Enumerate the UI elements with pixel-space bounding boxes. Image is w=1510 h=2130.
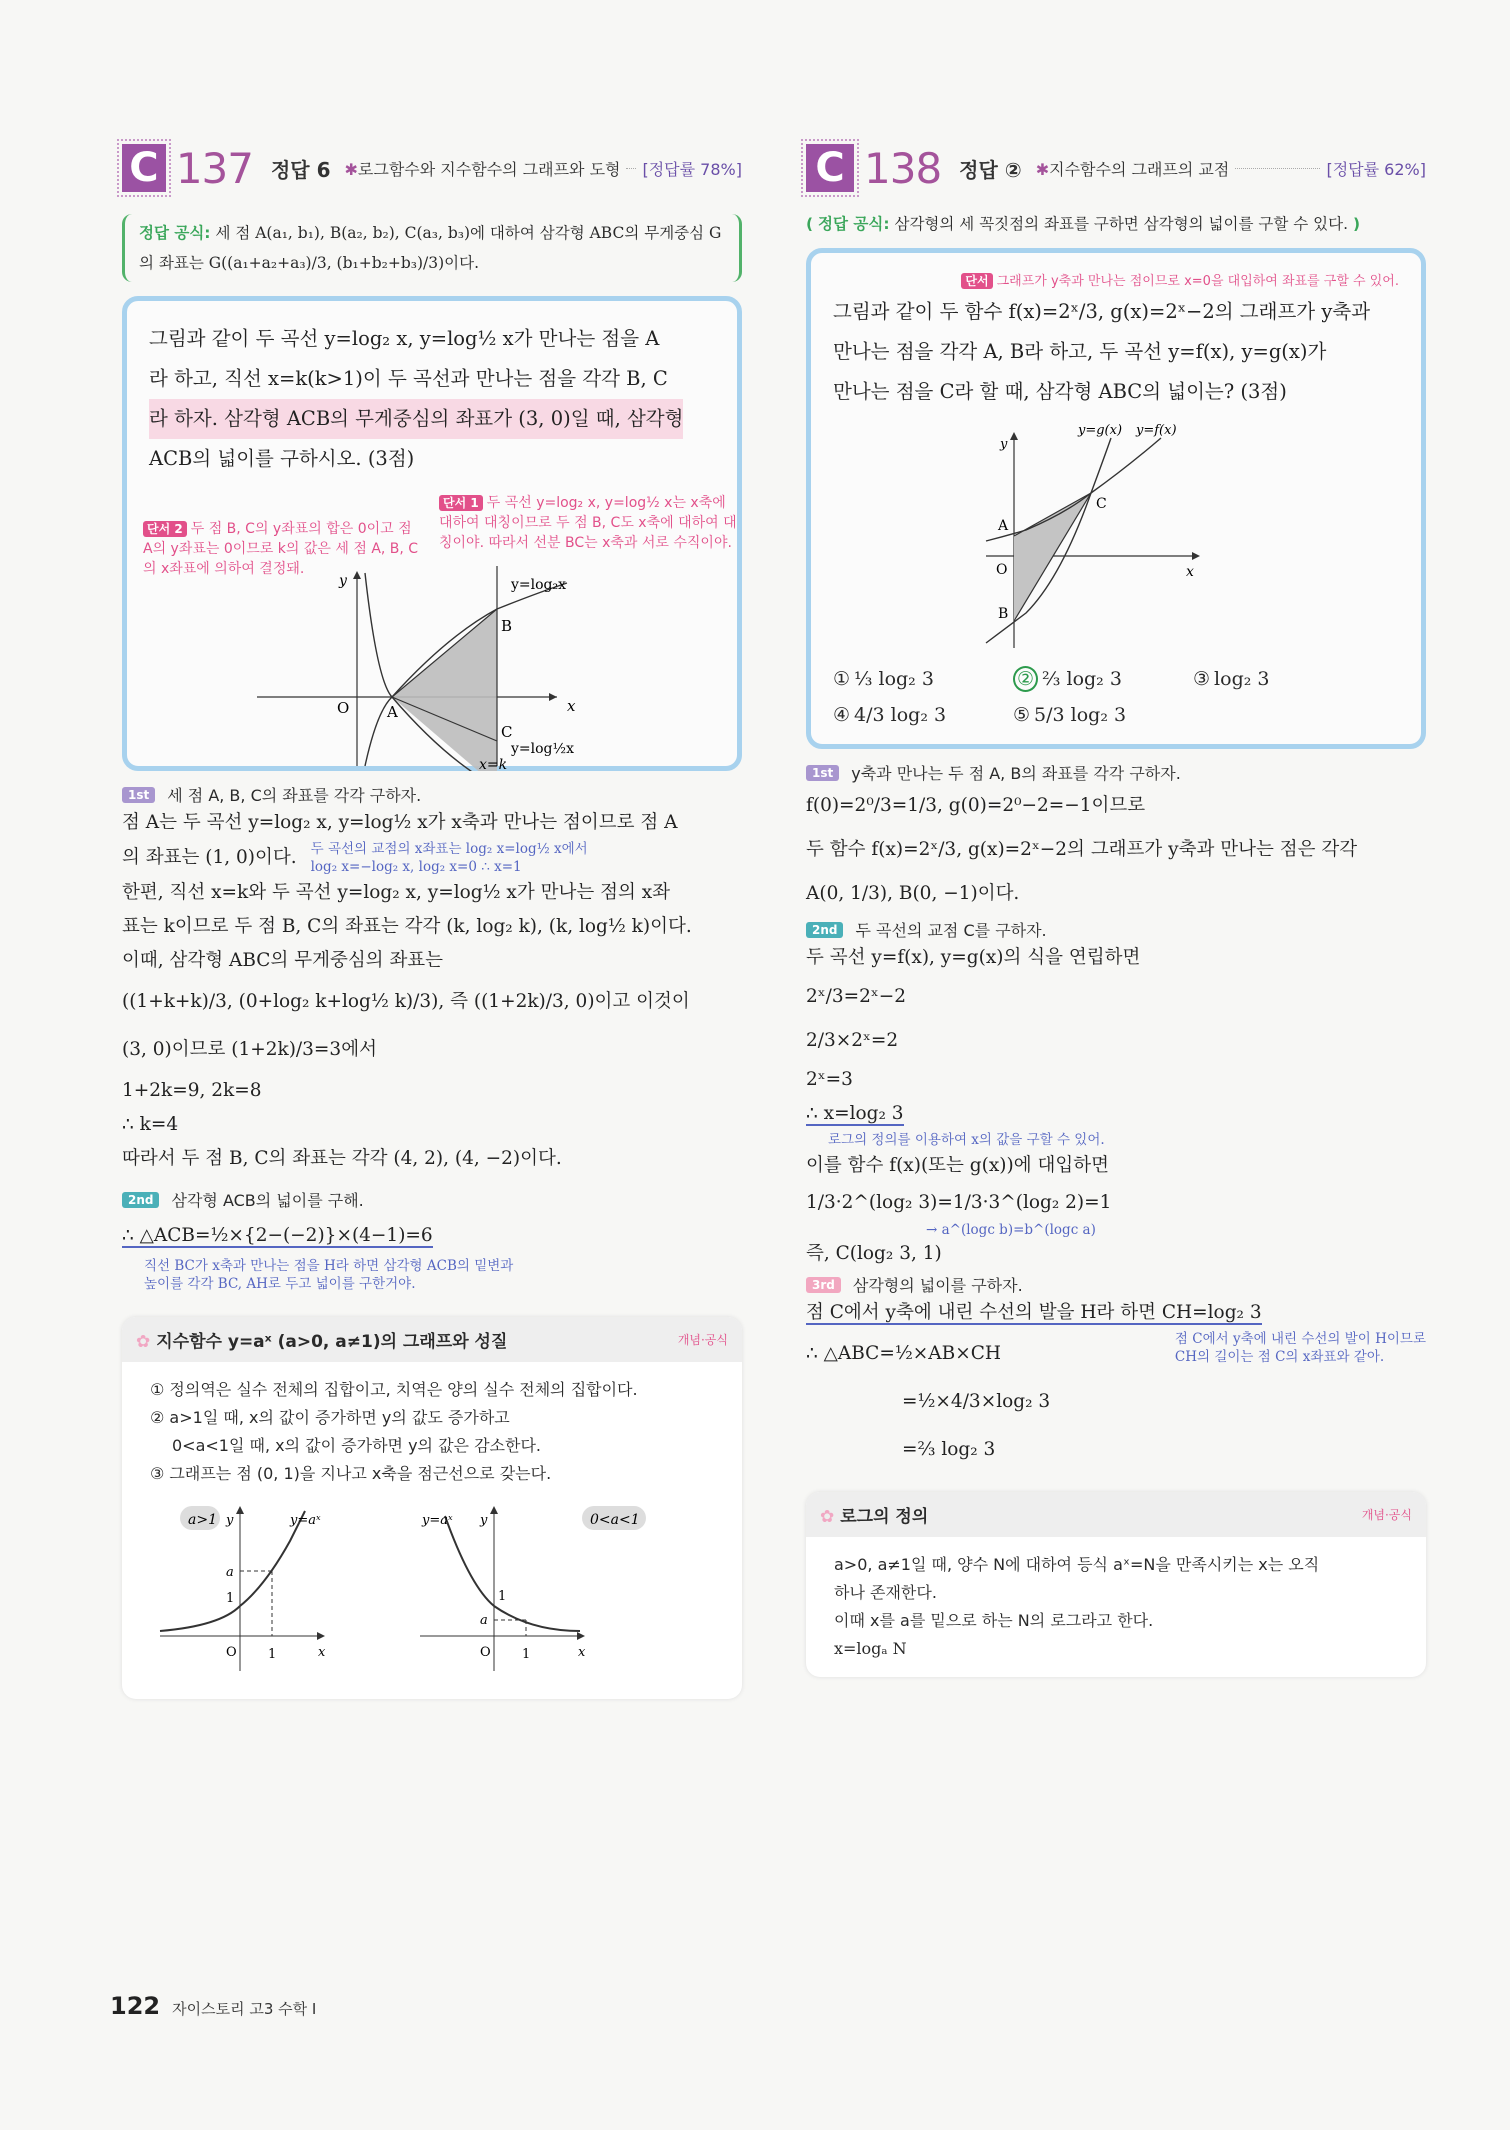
concept-tag: 개념·공식 bbox=[1361, 1508, 1412, 1522]
step-1 bbox=[122, 783, 742, 806]
note-line: 직선 BC가 x축과 만나는 점을 H라 하면 삼각형 ACB의 밑변과 bbox=[144, 1258, 514, 1274]
concept-header bbox=[122, 1317, 742, 1362]
level-badge: C bbox=[122, 144, 166, 192]
formula-label: 정답 공식: bbox=[818, 215, 890, 233]
concept-tag: 개념·공식 bbox=[677, 1333, 728, 1347]
concept-title-text: 로그의 정의 bbox=[840, 1507, 929, 1527]
answer-formula bbox=[122, 214, 742, 282]
choice-number: ④ bbox=[833, 704, 851, 726]
svg-text:A: A bbox=[387, 703, 398, 721]
book-title: 자이스토리 고3 수학 I bbox=[172, 2000, 317, 2018]
svg-text:y: y bbox=[1000, 437, 1008, 452]
exponential-graphs bbox=[150, 1496, 710, 1676]
solution-line: ((1+k+k)/3, (0+log₂ k+log½ k)/3), 즉 ((1+2k)/3, 0)이고 이것이 bbox=[122, 991, 690, 1012]
svg-text:O: O bbox=[226, 1645, 237, 1660]
solution-line: 점 A는 두 곡선 y=log₂ x, y=log½ x가 x축과 만나는 점이므로 점 A bbox=[122, 812, 678, 833]
solution-line: f(0)=2⁰/3=1/3, g(0)=2⁰−2=−1이므로 bbox=[806, 795, 1146, 816]
svg-text:1: 1 bbox=[498, 1589, 507, 1604]
choice-text: 4/3 log₂ 3 bbox=[854, 704, 947, 726]
problem-header bbox=[122, 140, 742, 196]
svg-text:O: O bbox=[480, 1645, 491, 1660]
note-log-definition: 로그의 정의를 이용하여 x의 값을 구할 수 있어. bbox=[828, 1132, 1105, 1148]
concept-box-log-definition bbox=[806, 1492, 1426, 1677]
step-tag: 2nd bbox=[122, 1192, 159, 1208]
answer-formula bbox=[806, 210, 1426, 238]
concept-body bbox=[122, 1362, 742, 1699]
choice-number: ⑤ bbox=[1013, 704, 1031, 726]
svg-text:B: B bbox=[998, 606, 1009, 622]
svg-text:y=aˣ: y=aˣ bbox=[290, 1513, 321, 1528]
question-text bbox=[833, 292, 1399, 412]
svg-text:a: a bbox=[480, 1613, 488, 1628]
concept-body bbox=[806, 1537, 1426, 1677]
note-line: 높이를 각각 BC, AH로 두고 넓이를 구한거야. bbox=[144, 1276, 416, 1292]
dotted-leader bbox=[626, 168, 636, 169]
accuracy-rate: [정답률 78%] bbox=[642, 159, 742, 179]
problem-138 bbox=[806, 140, 1426, 1677]
solution-part-3 bbox=[806, 1296, 1426, 1474]
solution-line: 표는 k이므로 두 점 B, C의 좌표는 각각 (k, log₂ k), (k, log½ k)이다. bbox=[122, 916, 692, 937]
hint-text: 두 곡선 y=log₂ x, y=log½ x는 x축에 대하여 대칭이므로 두 점 B, C도 x축에 대하여 대칭이야. 따라서 선분 BC는 x축과 서로 수직이야. bbox=[439, 495, 737, 551]
choice-1[interactable] bbox=[833, 668, 1013, 690]
step-title: 두 곡선의 교점 C를 구하자. bbox=[855, 921, 1047, 940]
concept-item: ① 정의역은 실수 전체의 집합이고, 치역은 양의 실수 전체의 집합이다. bbox=[150, 1380, 638, 1399]
concept-line: a>0, a≠1일 때, 양수 N에 대하여 등식 aˣ=N을 만족시키는 x는 오직 bbox=[834, 1555, 1320, 1574]
solution-line: (3, 0)이므로 (1+2k)/3=3에서 bbox=[122, 1039, 377, 1060]
svg-text:x: x bbox=[578, 1645, 586, 1660]
svg-text:y: y bbox=[480, 1513, 488, 1528]
problem-number: 137 bbox=[175, 143, 253, 193]
note-line: 두 곡선의 교점의 x좌표는 log₂ x=log½ x에서 bbox=[310, 841, 588, 857]
concept-title bbox=[820, 1502, 928, 1527]
solution-line: 두 곡선 y=f(x), y=g(x)의 식을 연립하면 bbox=[806, 947, 1141, 968]
topic bbox=[1036, 157, 1230, 180]
solution-line: 2ˣ=3 bbox=[806, 1069, 853, 1090]
topic bbox=[345, 157, 621, 180]
hint-1 bbox=[439, 493, 739, 553]
question-line: 그림과 같이 두 곡선 y=log₂ x, y=log½ x가 만나는 점을 A bbox=[149, 327, 660, 350]
step-2 bbox=[122, 1188, 742, 1211]
note-line: log₂ x=−log₂ x, log₂ x=0 ∴ x=1 bbox=[310, 859, 522, 875]
note-ch-length bbox=[1175, 1330, 1426, 1366]
concept-item: ② a>1일 때, x의 값이 증가하면 y의 값도 증가하고 bbox=[150, 1408, 510, 1427]
level-badge: C bbox=[806, 144, 854, 192]
svg-text:C: C bbox=[1096, 496, 1107, 512]
step-2 bbox=[806, 918, 1426, 941]
solution-line: =⅔ log₂ 3 bbox=[902, 1439, 996, 1460]
flower-icon: ✿ bbox=[820, 1507, 835, 1527]
paren-close: ) bbox=[1352, 215, 1361, 233]
question-box bbox=[806, 248, 1426, 749]
hint bbox=[833, 271, 1399, 292]
concept-item: 0<a<1일 때, x의 값이 증가하면 y의 값은 감소한다. bbox=[172, 1436, 541, 1455]
paren-open: ( bbox=[806, 215, 814, 233]
choice-4[interactable] bbox=[833, 704, 1013, 726]
step-title: 삼각형 ACB의 넓이를 구해. bbox=[171, 1191, 364, 1210]
svg-text:1: 1 bbox=[522, 1647, 531, 1662]
svg-text:x: x bbox=[1186, 564, 1194, 580]
note-text: a^(logc b)=b^(logc a) bbox=[941, 1222, 1096, 1238]
choice-5[interactable] bbox=[1013, 704, 1193, 726]
svg-text:x: x bbox=[567, 697, 576, 715]
note-base-height bbox=[144, 1257, 742, 1293]
solution-line: ∴ k=4 bbox=[122, 1114, 179, 1135]
solution-part-2 bbox=[122, 1219, 742, 1293]
step-title: y축과 만나는 두 점 A, B의 좌표를 각각 구하자. bbox=[851, 764, 1181, 783]
star-icon: ✱ bbox=[1035, 159, 1050, 179]
solution-part-1 bbox=[806, 784, 1426, 916]
choice-text: ⅔ log₂ 3 bbox=[1042, 668, 1122, 690]
solution-line: 이를 함수 f(x)(또는 g(x))에 대입하면 bbox=[806, 1155, 1109, 1176]
hint-tag: 단서 1 bbox=[439, 495, 483, 511]
svg-text:O: O bbox=[337, 699, 350, 717]
svg-text:y: y bbox=[339, 573, 347, 589]
svg-text:1: 1 bbox=[226, 1591, 235, 1606]
choice-number: ① bbox=[833, 668, 851, 690]
solution-line: 점 C에서 y축에 내린 수선의 발을 H라 하면 CH=log₂ 3 bbox=[806, 1302, 1262, 1323]
svg-text:x: x bbox=[318, 1645, 326, 1660]
concept-box-exponential bbox=[122, 1317, 742, 1699]
hint-text: 그래프가 y축과 만나는 점이므로 x=0을 대입하여 좌표를 구할 수 있어. bbox=[996, 274, 1399, 289]
concept-header bbox=[806, 1492, 1426, 1537]
svg-text:C: C bbox=[501, 723, 513, 741]
concept-line: 이때 x를 a를 밑으로 하는 N의 로그라고 한다. bbox=[834, 1611, 1154, 1630]
problem-137 bbox=[122, 140, 742, 1699]
formula-text: 세 점 A(a₁, b₁), B(a₂, b₂), C(a₃, b₃)에 대하여 삼각형 ABC의 무게중심 G의 좌표는 G((a₁+a₂+a₃)/3, (b₁+b₂+b₃)/3)이다. bbox=[139, 224, 722, 272]
problem-header bbox=[806, 140, 1426, 196]
concept-line: x=logₐ N bbox=[834, 1639, 907, 1658]
question-line: 라 하고, 직선 x=k(k>1)이 두 곡선과 만나는 점을 각각 B, C bbox=[149, 367, 668, 390]
step-3 bbox=[806, 1273, 1426, 1296]
svg-text:y=f(x): y=f(x) bbox=[1136, 423, 1177, 438]
question-line-highlighted: 라 하자. 삼각형 ACB의 무게중심의 좌표가 (3, 0)일 때, 삼각형 bbox=[149, 399, 683, 439]
svg-text:y=aˣ: y=aˣ bbox=[422, 1513, 453, 1528]
star-icon: ✱ bbox=[344, 159, 358, 179]
note-line: CH의 길이는 점 C의 x좌표와 같아. bbox=[1174, 1349, 1385, 1365]
solution-line: 2ˣ/3=2ˣ−2 bbox=[806, 986, 906, 1007]
solution-line: 따라서 두 점 B, C의 좌표는 각각 (4, 2), (4, −2)이다. bbox=[122, 1148, 562, 1169]
concept-title-text: 지수함수 y=aˣ (a>0, a≠1)의 그래프와 성질 bbox=[156, 1332, 508, 1352]
solution-line: 이때, 삼각형 ABC의 무게중심의 좌표는 bbox=[122, 950, 444, 971]
problem-number: 138 bbox=[864, 143, 942, 193]
svg-text:y=log½x: y=log½x bbox=[511, 741, 574, 757]
dotted-leader bbox=[1235, 168, 1320, 169]
hint-text: 두 점 B, C의 y좌표의 합은 0이고 점 A의 y좌표는 0이므로 k의 값은 세 점 A, B, C의 x좌표에 의하여 결정돼. bbox=[143, 521, 419, 577]
solution-line: 1+2k=9, 2k=8 bbox=[122, 1080, 262, 1101]
choice-3[interactable] bbox=[1193, 668, 1373, 690]
step-title: 세 점 A, B, C의 좌표를 각각 구하자. bbox=[167, 786, 422, 805]
step-tag: 1st bbox=[806, 765, 839, 781]
step-title: 삼각형의 넓이를 구하자. bbox=[852, 1276, 1023, 1295]
solution-line: 두 함수 f(x)=2ˣ/3, g(x)=2ˣ−2의 그래프가 y축과 만나는 점은 각각 bbox=[806, 839, 1358, 860]
log-curves-graph bbox=[257, 561, 637, 771]
formula-text: 삼각형의 세 꼭짓점의 좌표를 구하면 삼각형의 넓이를 구할 수 있다. bbox=[894, 215, 1349, 233]
choice-text: log₂ 3 bbox=[1214, 668, 1270, 690]
hint-tag: 단서 bbox=[961, 273, 992, 289]
question-line: 그림과 같이 두 함수 f(x)=2ˣ/3, g(x)=2ˣ−2의 그래프가 y축과 bbox=[833, 300, 1371, 323]
svg-text:a: a bbox=[226, 1565, 234, 1580]
choice-number: ③ bbox=[1193, 668, 1211, 690]
hint-tag: 단서 2 bbox=[143, 521, 187, 537]
choice-2-selected[interactable] bbox=[1013, 668, 1193, 690]
solution-line: 한편, 직선 x=k와 두 곡선 y=log₂ x, y=log½ x가 만나는 점의 x좌 bbox=[122, 882, 671, 903]
svg-text:x=k: x=k bbox=[479, 757, 508, 771]
choice-number: ② bbox=[1013, 666, 1038, 692]
flower-icon: ✿ bbox=[136, 1332, 151, 1352]
step-tag: 3rd bbox=[806, 1277, 841, 1293]
solution-line: 의 좌표는 (1, 0)이다. bbox=[122, 847, 297, 868]
step-tag: 1st bbox=[122, 787, 155, 803]
svg-text:y: y bbox=[226, 1513, 234, 1528]
solution-line: A(0, 1/3), B(0, −1)이다. bbox=[806, 883, 1020, 904]
concept-line: 하나 존재한다. bbox=[834, 1583, 937, 1602]
question-box bbox=[122, 296, 742, 771]
solution-line: 즉, C(log₂ 3, 1) bbox=[806, 1243, 942, 1264]
accuracy-rate: [정답률 62%] bbox=[1326, 159, 1426, 179]
solution-part-1 bbox=[122, 806, 742, 1176]
question-line: ACB의 넓이를 구하시오. (3점) bbox=[149, 447, 415, 470]
answer-label: 정답 ② bbox=[959, 157, 1022, 182]
solution-line: ∴ △ABC=½×AB×CH bbox=[806, 1343, 1002, 1364]
note-intersection bbox=[311, 840, 588, 876]
topic-text: 지수함수의 그래프의 교점 bbox=[1049, 159, 1230, 179]
x-result: ∴ x=log₂ 3 bbox=[806, 1103, 904, 1124]
answer-choices bbox=[833, 668, 1399, 726]
solution-line: =½×4/3×log₂ 3 bbox=[902, 1391, 1051, 1412]
question-line: 만나는 점을 C라 할 때, 삼각형 ABC의 넓이는? (3점) bbox=[833, 380, 1287, 403]
svg-text:A: A bbox=[998, 518, 1009, 534]
svg-text:0<a<1: 0<a<1 bbox=[590, 1512, 640, 1528]
note-log-property: → a^(logc b)=b^(logc a) bbox=[926, 1222, 1096, 1238]
solution-line: 2/3×2ˣ=2 bbox=[806, 1030, 899, 1051]
solution-line: 1/3·2^(log₂ 3)=1/3·3^(log₂ 2)=1 bbox=[806, 1192, 1112, 1213]
step-tag: 2nd bbox=[806, 922, 843, 938]
svg-text:1: 1 bbox=[268, 1647, 277, 1662]
area-result: ∴ △ACB=½×{2−(−2)}×(4−1)=6 bbox=[122, 1225, 433, 1246]
page-footer bbox=[110, 1992, 316, 2020]
concept-item: ③ 그래프는 점 (0, 1)을 지나고 x축을 점근선으로 갖는다. bbox=[150, 1464, 552, 1483]
solution-part-2 bbox=[806, 941, 1426, 1271]
topic-text: 로그함수와 지수함수의 그래프와 도형 bbox=[357, 159, 621, 179]
svg-text:y=g(x): y=g(x) bbox=[1078, 423, 1123, 438]
step-1 bbox=[806, 761, 1426, 784]
formula-label: 정답 공식: bbox=[139, 224, 211, 242]
question-line: 만나는 점을 각각 A, B라 하고, 두 곡선 y=f(x), y=g(x)가 bbox=[833, 340, 1327, 363]
svg-text:y=log₂x: y=log₂x bbox=[511, 577, 567, 593]
choice-text: ⅓ log₂ 3 bbox=[854, 668, 934, 690]
concept-title bbox=[136, 1327, 507, 1352]
exponential-intersection-graph bbox=[836, 418, 1396, 658]
svg-text:B: B bbox=[501, 617, 513, 635]
question-text bbox=[149, 319, 715, 479]
answer-label: 정답 6 bbox=[270, 157, 331, 182]
note-line: 점 C에서 y축에 내린 수선의 발이 H이므로 bbox=[1174, 1331, 1426, 1347]
choice-text: 5/3 log₂ 3 bbox=[1034, 704, 1127, 726]
page-number: 122 bbox=[110, 1992, 161, 2020]
svg-text:O: O bbox=[996, 562, 1008, 578]
svg-text:a>1: a>1 bbox=[188, 1512, 217, 1528]
